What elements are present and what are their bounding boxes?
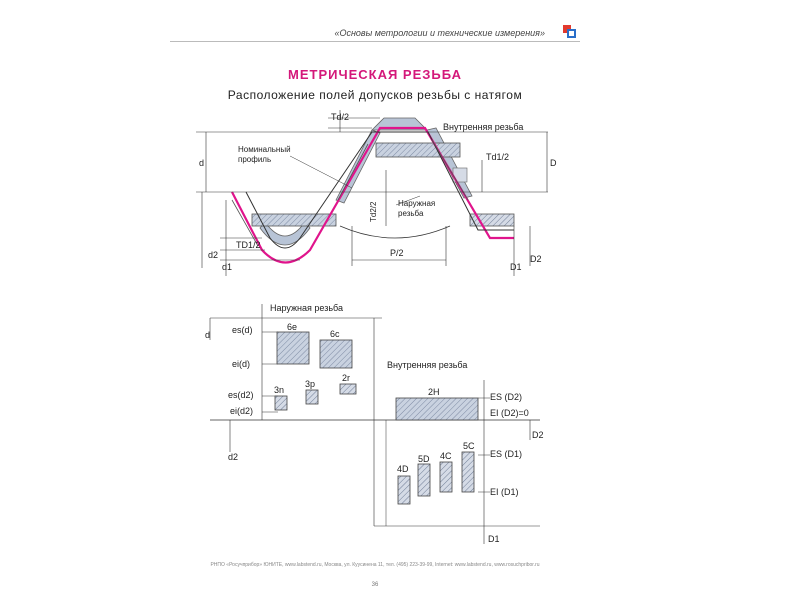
label-4C: 4C [440,451,452,461]
label-d1: d1 [222,262,233,272]
label-ES-D2: ES (D2) [490,392,523,402]
header-course-title: «Основы метрологии и технические измерения» [334,28,545,38]
label-5C: 5C [463,441,475,451]
label-external-thread-lower: Наружная резьба [270,303,343,313]
field-2H [396,398,478,420]
label-6c: 6c [330,329,340,339]
label-external-thread-1: Наружная [398,199,436,208]
label-D: D [550,158,557,168]
label-td-half: Td/2 [331,112,350,122]
field-4D [398,476,410,504]
field-4C [440,462,452,492]
label-D1: D1 [510,262,522,272]
page-title: МЕТРИЧЕСКАЯ РЕЗЬБА [288,67,462,82]
label-es-d: es(d) [232,325,253,335]
label-td1-half: Td1/2 [486,152,510,162]
label-ei-d2: ei(d2) [230,406,254,416]
label-right-D2: D2 [532,430,544,440]
field-5D [418,464,430,496]
label-lower-d: d [205,330,211,340]
label-P-half: P/2 [390,248,404,258]
label-external-thread-2: резьба [398,209,424,218]
label-nominal-profile-1: Номинальный [238,145,291,154]
label-internal-thread-lower: Внутренняя резьба [387,360,468,370]
label-d: d [199,158,205,168]
label-EI-D2: EI (D2)=0 [490,408,529,418]
field-3n [275,396,287,410]
field-3p [306,390,318,404]
label-right-D1: D1 [488,534,500,544]
label-6e: 6e [287,322,298,332]
label-es-d2: es(d2) [228,390,254,400]
label-D2: D2 [530,254,542,264]
page-subtitle: Расположение полей допусков резьбы с натягом [227,88,523,102]
label-EI-D1: EI (D1) [490,487,519,497]
label-TD1-half: TD1/2 [236,240,261,250]
field-2r [340,384,356,394]
label-d2: d2 [208,250,219,260]
label-3n: 3n [274,385,285,395]
footer-publisher: РНПО «Росучприбор» ЮНИТЕ, www.labstend.ru, Москва, ул. Куусинена 11, тел. (495) 223-39-99, Internet: www.labstend.ru, www.rosuchpribor.ru [210,562,540,568]
field-6c [320,340,352,368]
label-td2-half: Td2/2 [369,201,378,222]
label-3p: 3p [305,379,316,389]
label-2H: 2H [428,387,440,397]
label-4D: 4D [397,464,409,474]
label-5D: 5D [418,454,430,464]
label-internal-thread-upper: Внутренняя резьба [443,122,524,132]
label-2r: 2r [342,373,351,383]
page-number: 36 [371,582,379,588]
label-nominal-profile-2: профиль [238,155,272,164]
field-6e [277,332,309,364]
label-lower-d2: d2 [228,452,239,462]
label-ei-d: ei(d) [232,359,251,369]
label-ES-D1: ES (D1) [490,449,523,459]
field-5C [462,452,474,492]
